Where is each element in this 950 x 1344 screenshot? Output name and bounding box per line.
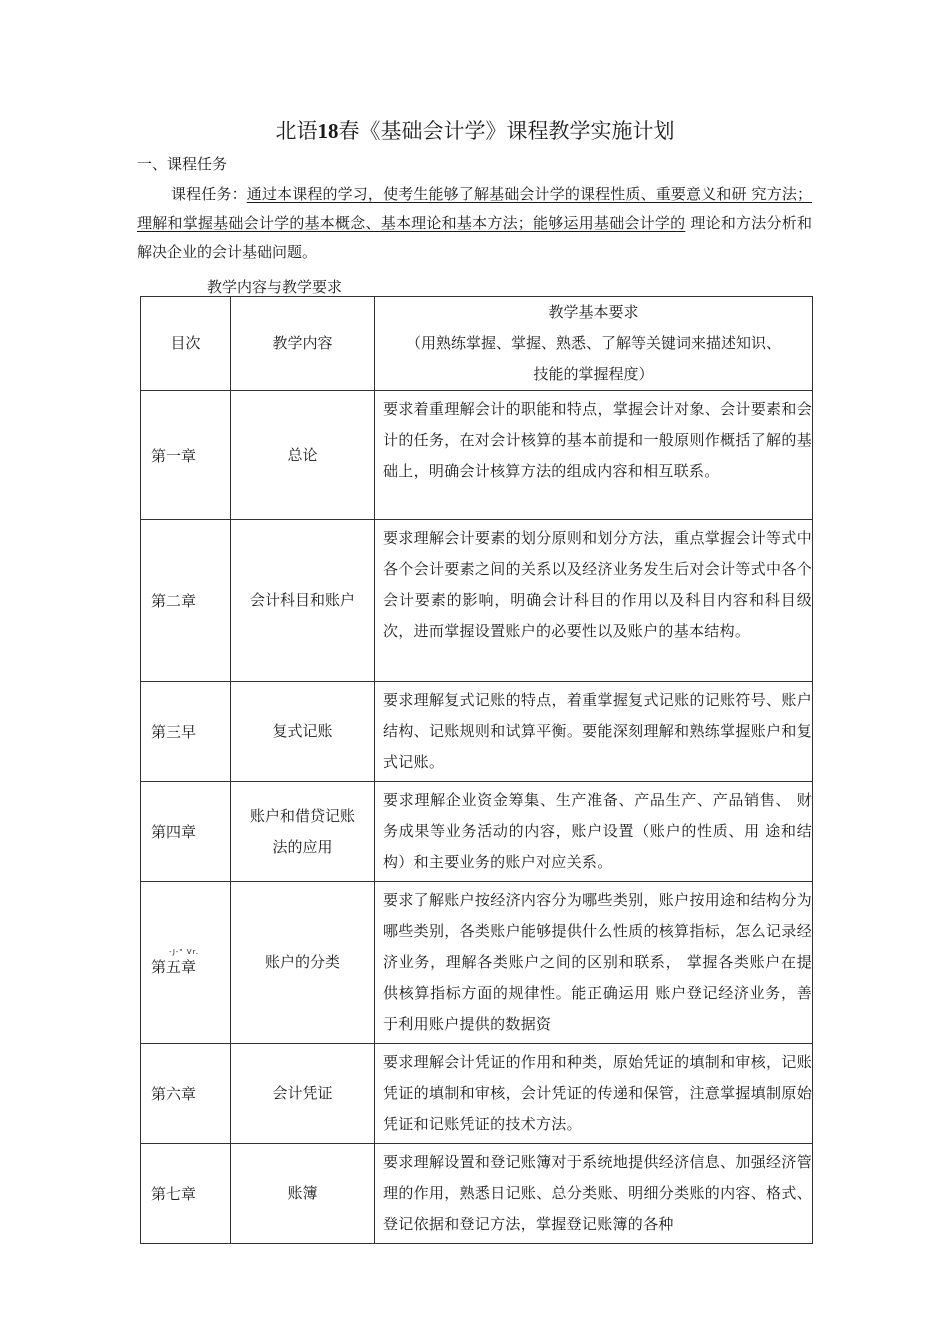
table-row	[141, 1044, 813, 1144]
table-row	[141, 882, 813, 1044]
title-prefix: 北语	[275, 119, 318, 143]
row-requirement: 要求理解会计凭证的作用和种类，原始凭证的填制和审核，记账凭证的填制和审核，会计凭证的传递和保管，注意掌握填制原始凭证和记账凭证的技术方法。	[375, 1044, 813, 1144]
row-requirement-text: 要求理解设置和登记账簿对于系统地提供经济信息、加强经济管理的作用，熟悉日记账、总分类账、明细分类账的内容、格式、登记依据和登记方法，掌握登记账簿的各种	[383, 1153, 812, 1233]
table-header-row	[141, 297, 813, 391]
table-row	[141, 682, 813, 782]
table-row	[141, 520, 813, 682]
intro-label: 课程任务：	[171, 185, 247, 203]
row-chapter: 第六章	[141, 1044, 231, 1144]
title-suffix: 春《基础会计学》课程教学实施计划	[338, 119, 675, 143]
table-row	[141, 391, 813, 520]
row-content-line1: 账户和借贷记账	[249, 806, 355, 825]
header-content: 教学内容	[231, 297, 375, 391]
teaching-plan-table	[140, 296, 813, 1244]
header-requirement-line1: 教学基本要求	[548, 303, 639, 321]
row-requirement	[375, 882, 813, 1044]
row-content: 账簿	[231, 1144, 375, 1244]
chapter-scan-noise: -J-" Vr.	[169, 948, 199, 956]
row-chapter: 第三早	[141, 682, 231, 782]
row-content	[231, 782, 375, 882]
section-heading: 一、课程任务	[137, 155, 228, 173]
row-requirement: 要求理解会计要素的划分原则和划分方法，重点掌握会计等式中各个会计要素之间的关系以及经济业务发生后对会计等式中各个会计要素的影响，明确会计科目的作用以及科目内容和科目级次，进而掌握设置账户的必要性以及账户的基本结构。	[375, 520, 813, 682]
row-chapter-label: 第五章	[151, 958, 197, 976]
table-row	[141, 1144, 813, 1244]
table-caption: 教学内容与教学要求	[207, 278, 343, 296]
row-content: 账户的分类	[231, 882, 375, 1044]
row-content: 会计科目和账户	[231, 520, 375, 682]
title-number: 18	[317, 119, 339, 143]
header-chapter: 目次	[141, 297, 231, 391]
row-requirement: 要求理解复式记账的特点，着重掌握复式记账的记账符号、账户结构、记账规则和试算平衡。要能深刻理解和熟练掌握账户和复式记账。	[375, 682, 813, 782]
intro-paragraph	[137, 180, 812, 267]
header-requirement	[375, 297, 813, 391]
row-requirement-text: 要求了解账户按经济内容分为哪些类别，账户按用途和结构分为哪些类别，各类账户能够提供什么性质的核算指标，怎么记录经济业务，理解各类账户之间的区别和联系， 掌握各类账户在提供核算指标方面的规律性。能正确运用 账户登记经济业务，善于利用账户提供的数据资	[383, 891, 812, 1033]
row-content: 总论	[231, 391, 375, 520]
intro-underlined-text: 通过本课程的学习，使考生能够了解基础会计学的课程性质、重要意义和研 究方法；理解和掌握基础会计学的基本概念、基本理论和基本方法；能够运用基础会计学的	[137, 185, 812, 232]
intro-rest-text: 理论和方法分析和解决企业的会计基础问题。	[137, 214, 812, 261]
page-title	[0, 116, 950, 146]
row-content: 复式记账	[231, 682, 375, 782]
row-content-line2: 法的应用	[272, 837, 333, 856]
row-requirement: 要求着重理解会计的职能和特点，掌握会计对象、会计要素和会计的任务，在对会计核算的基本前提和一般原则作概括了解的基础上，明确会计核算方法的组成内容和相互联系。	[375, 391, 813, 520]
row-requirement: 要求理解企业资金筹集、生产准备、产品生产、产品销售、 财务成果等业务活动的内容，账户设置（账户的性质、用 途和结构）和主要业务的账户对应关系。	[375, 782, 813, 882]
header-requirement-line2: （用熟练掌握、掌握、熟悉、了解等关键词来描述知识、	[405, 334, 781, 352]
row-content: 会计凭证	[231, 1044, 375, 1144]
row-chapter: 第一章	[141, 391, 231, 520]
row-chapter	[141, 882, 231, 1044]
row-chapter: 第七章	[141, 1144, 231, 1244]
row-chapter: 第四章	[141, 782, 231, 882]
row-chapter: 第二章	[141, 520, 231, 682]
header-requirement-line3: 技能的掌握程度）	[533, 365, 654, 383]
table-row	[141, 782, 813, 882]
row-requirement	[375, 1144, 813, 1244]
